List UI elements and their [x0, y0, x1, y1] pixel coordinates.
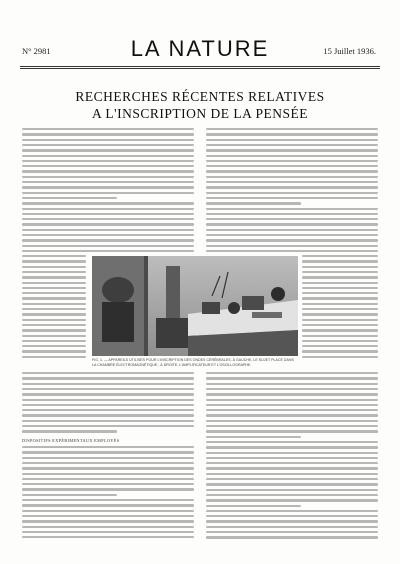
body-text-line	[302, 313, 378, 315]
body-text-line	[206, 483, 378, 485]
body-text-line	[206, 531, 378, 533]
body-text-line	[206, 133, 378, 135]
body-text-line	[22, 451, 194, 453]
body-text-line	[22, 446, 194, 448]
body-text-line	[22, 186, 194, 188]
body-text-line	[206, 208, 378, 210]
body-text-line	[22, 531, 194, 533]
body-text-line	[206, 377, 378, 379]
body-text-line	[302, 297, 378, 299]
body-text-line	[206, 430, 378, 432]
body-text-line	[206, 452, 378, 454]
body-text-line	[206, 155, 378, 157]
header-rule-secondary	[20, 68, 380, 69]
body-text-line	[206, 202, 301, 204]
body-text-line	[206, 245, 378, 247]
body-text-line	[22, 350, 86, 352]
header-rule	[20, 66, 380, 67]
body-text-line	[22, 372, 194, 374]
body-text-line	[22, 526, 194, 528]
body-text-line	[302, 260, 378, 262]
body-text-line	[22, 170, 194, 172]
body-text-line	[22, 223, 194, 225]
body-text-line	[22, 149, 194, 151]
body-text-line	[206, 393, 378, 395]
body-text-line	[302, 292, 378, 294]
body-text-line	[206, 425, 378, 427]
section-subheading: DISPOSITIFS EXPÉRIMENTAUX EMPLOYÉS	[22, 438, 120, 443]
article-title	[0, 88, 400, 122]
body-text-line	[22, 308, 86, 310]
body-text-line	[22, 319, 86, 321]
body-text-line	[302, 303, 378, 305]
body-text-line	[206, 457, 378, 459]
body-text-line	[22, 176, 194, 178]
body-text-line	[206, 409, 378, 411]
body-text-line	[22, 499, 194, 501]
body-text-line	[22, 430, 117, 432]
body-text-line	[22, 260, 86, 262]
issue-date: 15 Juillet 1936.	[323, 46, 376, 56]
body-text-line	[22, 467, 194, 469]
body-text-line	[22, 478, 194, 480]
body-text-line	[206, 192, 378, 194]
body-text-line	[22, 345, 86, 347]
body-text-line	[206, 197, 378, 199]
body-text-line	[22, 462, 194, 464]
body-text-line	[206, 176, 378, 178]
body-text-line	[22, 414, 194, 416]
body-text-line	[22, 393, 194, 395]
laboratory-scene-image	[92, 256, 298, 356]
body-text-line	[22, 266, 86, 268]
article-title-line-2: A L'INSCRIPTION DE LA PENSÉE	[92, 106, 308, 121]
body-text-line	[302, 282, 378, 284]
body-text-line	[206, 181, 378, 183]
body-text-line	[206, 489, 378, 491]
body-text-line	[206, 250, 378, 252]
body-text-line	[206, 473, 378, 475]
body-text-line	[206, 462, 378, 464]
body-text-line	[22, 340, 86, 342]
body-text-line	[22, 536, 194, 538]
body-text-line	[206, 128, 378, 130]
body-text-line	[206, 441, 378, 443]
body-text-line	[22, 229, 194, 231]
body-text-line	[22, 160, 194, 162]
body-text-line	[206, 499, 378, 501]
body-text-line	[206, 436, 301, 438]
magazine-title: LA NATURE	[130, 36, 270, 61]
body-text-line	[206, 186, 378, 188]
body-text-line	[302, 356, 378, 358]
body-text-line	[22, 388, 194, 390]
body-text-line	[22, 399, 194, 401]
body-text-line	[302, 266, 378, 268]
body-text-line	[22, 276, 86, 278]
body-text-line	[206, 520, 378, 522]
body-text-line	[22, 515, 194, 517]
body-text-line	[302, 287, 378, 289]
body-text-line	[22, 303, 86, 305]
body-text-line	[302, 276, 378, 278]
body-text-line	[206, 144, 378, 146]
body-text-line	[22, 483, 194, 485]
body-text-line	[22, 197, 117, 199]
body-text-line	[206, 515, 378, 517]
body-text-line	[206, 478, 378, 480]
body-text-line	[206, 404, 378, 406]
body-text-line	[22, 457, 194, 459]
body-text-line	[206, 170, 378, 172]
body-text-line	[206, 467, 378, 469]
body-text-line	[22, 139, 194, 141]
body-text-line	[22, 181, 194, 183]
body-text-line	[206, 526, 378, 528]
body-text-line	[22, 356, 86, 358]
body-text-line	[22, 510, 194, 512]
article-title-line-1: RECHERCHES RÉCENTES RELATIVES	[75, 89, 325, 104]
body-text-line	[206, 139, 378, 141]
body-text-line	[206, 160, 378, 162]
body-text-line	[22, 213, 194, 215]
body-text-line	[22, 473, 194, 475]
body-text-line	[206, 494, 378, 496]
body-text-line	[22, 250, 194, 252]
body-text-line	[22, 425, 194, 427]
body-text-line	[206, 399, 378, 401]
body-text-line	[302, 329, 378, 331]
laboratory-photograph	[92, 256, 298, 356]
body-text-line	[206, 414, 378, 416]
body-text-line	[302, 319, 378, 321]
body-text-line	[206, 510, 378, 512]
body-text-line	[206, 420, 378, 422]
body-text-line	[22, 329, 86, 331]
body-text-line	[206, 383, 378, 385]
body-text-line	[206, 213, 378, 215]
body-text-line	[22, 383, 194, 385]
body-text-line	[206, 223, 378, 225]
body-text-line	[22, 128, 194, 130]
body-text-line	[22, 488, 194, 490]
body-text-line	[206, 239, 378, 241]
body-text-line	[22, 297, 86, 299]
issue-number: N° 2981	[22, 46, 51, 56]
body-text-line	[302, 324, 378, 326]
body-text-line	[206, 505, 301, 507]
body-text-line	[22, 218, 194, 220]
body-text-line	[22, 377, 194, 379]
body-text-line	[22, 234, 194, 236]
body-text-line	[22, 192, 194, 194]
body-text-line	[22, 282, 86, 284]
body-text-line	[22, 404, 194, 406]
figure-caption: FIG. 1. — APPAREILS UTILISÉS POUR L'INSCRIPTION DES ONDES CÉRÉBRALES. À GAUCHE, LE SUJET PLACÉ DANS LA CHAMBRE ÉLECTROMAGNÉTIQUE ; À DROITE, L'AMPLIFICATEUR ET L'OSCILLOGRAPHE.	[92, 358, 294, 367]
body-text-line	[22, 245, 194, 247]
body-text-line	[22, 292, 86, 294]
body-text-line	[22, 313, 86, 315]
body-text-line	[206, 388, 378, 390]
body-text-line	[22, 420, 194, 422]
body-text-line	[22, 165, 194, 167]
body-text-line	[22, 144, 194, 146]
body-text-line	[22, 155, 194, 157]
body-text-line	[22, 335, 86, 337]
body-text-line	[302, 271, 378, 273]
body-text-line	[302, 340, 378, 342]
body-text-line	[302, 345, 378, 347]
body-text-line	[22, 202, 194, 204]
body-text-line	[22, 520, 194, 522]
body-text-line	[206, 218, 378, 220]
body-text-line	[206, 149, 378, 151]
body-text-line	[302, 308, 378, 310]
body-text-line	[302, 350, 378, 352]
body-text-line	[22, 239, 194, 241]
body-text-line	[206, 372, 378, 374]
body-text-line	[22, 494, 117, 496]
body-text-line	[22, 287, 86, 289]
body-text-line	[206, 446, 378, 448]
body-text-line	[302, 255, 378, 257]
body-text-line	[22, 324, 86, 326]
body-text-line	[206, 165, 378, 167]
body-text-line	[22, 133, 194, 135]
body-text-line	[206, 234, 378, 236]
body-text-line	[22, 255, 86, 257]
body-text-line	[302, 335, 378, 337]
body-text-line	[206, 229, 378, 231]
body-text-line	[22, 504, 194, 506]
body-text-line	[22, 271, 86, 273]
body-text-line	[22, 208, 194, 210]
body-text-line	[22, 409, 194, 411]
body-text-line	[206, 536, 378, 538]
